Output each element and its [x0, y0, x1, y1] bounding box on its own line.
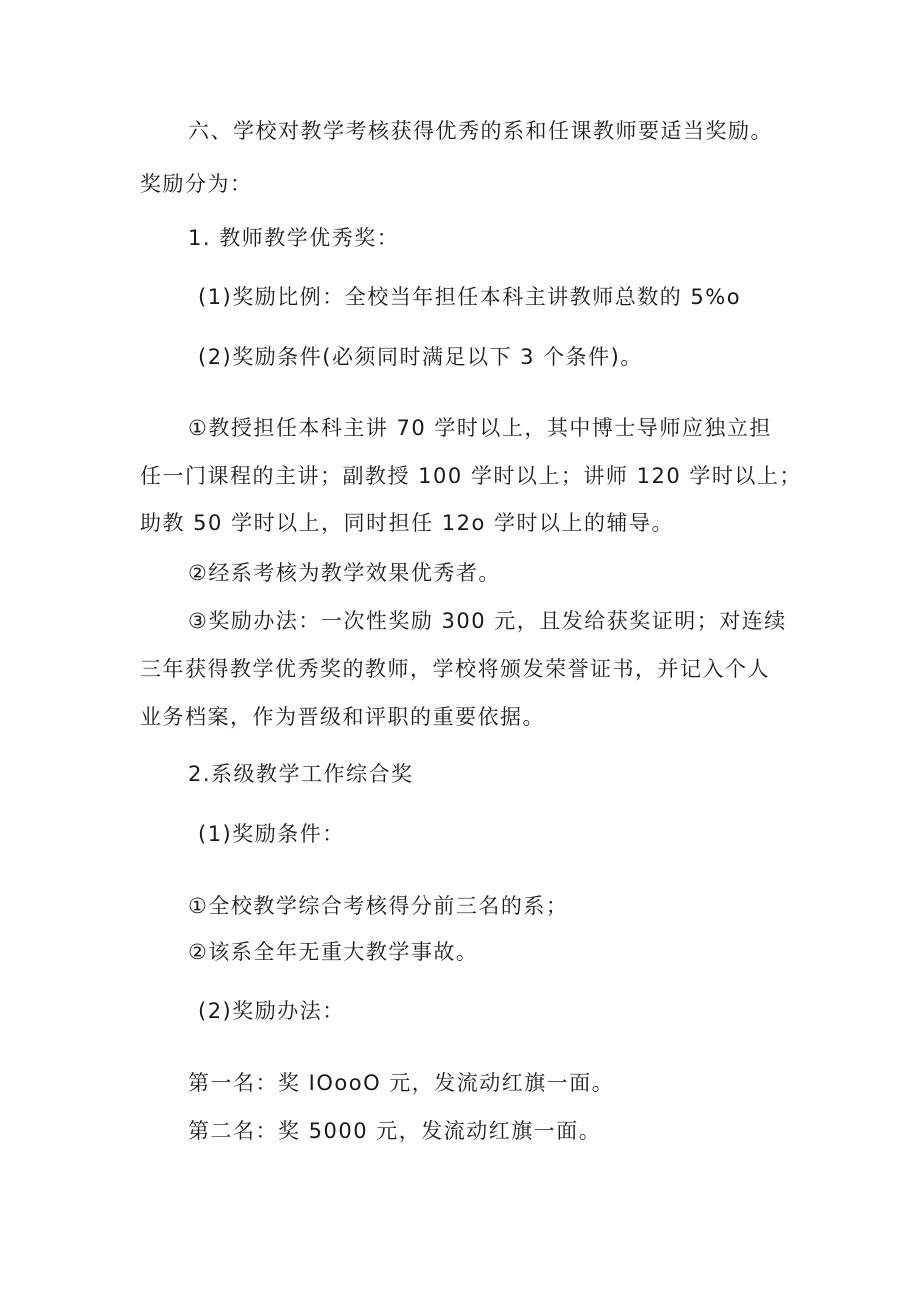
condition-1-line-2: 任一门课程的主讲；副教授 100 学时以上；讲师 120 学时以上；	[140, 464, 802, 488]
condition-3-line-2: 三年获得教学优秀奖的教师，学校将颁发荣誉证书，并记入个人	[140, 657, 770, 681]
item-1-1: (1)奖励比例：全校当年担任本科主讲教师总数的 5%o	[198, 285, 742, 309]
condition-1-line-3: 助教 50 学时以上，同时担任 12o 学时以上的辅导。	[140, 511, 674, 535]
section-heading-1: 1. 教师教学优秀奖：	[188, 226, 400, 250]
paragraph-line-2: 奖励分为：	[140, 172, 253, 196]
item-2-2: (2)奖励办法：	[198, 999, 345, 1023]
condition-3-line-3: 业务档案，作为晋级和评职的重要依据。	[140, 705, 545, 729]
criterion-2-2: ②该系全年无重大教学事故。	[188, 940, 479, 964]
reward-second: 第二名：奖 5000 元，发流动红旗一面。	[188, 1119, 602, 1143]
item-1-2: (2)奖励条件(必须同时满足以下 3 个条件)。	[198, 345, 643, 369]
criterion-2-1: ①全校教学综合考核得分前三名的系；	[188, 894, 569, 918]
paragraph-line-1: 六、学校对教学考核获得优秀的系和任课教师要适当奖励。	[188, 119, 773, 143]
condition-1-line-1: ①教授担任本科主讲 70 学时以上，其中博士导师应独立担	[188, 416, 772, 440]
reward-first: 第一名：奖 IOooO 元，发流动红旗一面。	[188, 1071, 615, 1095]
condition-2: ②经系考核为教学效果优秀者。	[188, 561, 501, 585]
condition-3-line-1: ③奖励办法：一次性奖励 300 元，且发给获奖证明；对连续	[188, 609, 787, 633]
item-2-1: (1)奖励条件：	[198, 822, 345, 846]
section-heading-2: 2.系级教学工作综合奖	[188, 762, 414, 786]
